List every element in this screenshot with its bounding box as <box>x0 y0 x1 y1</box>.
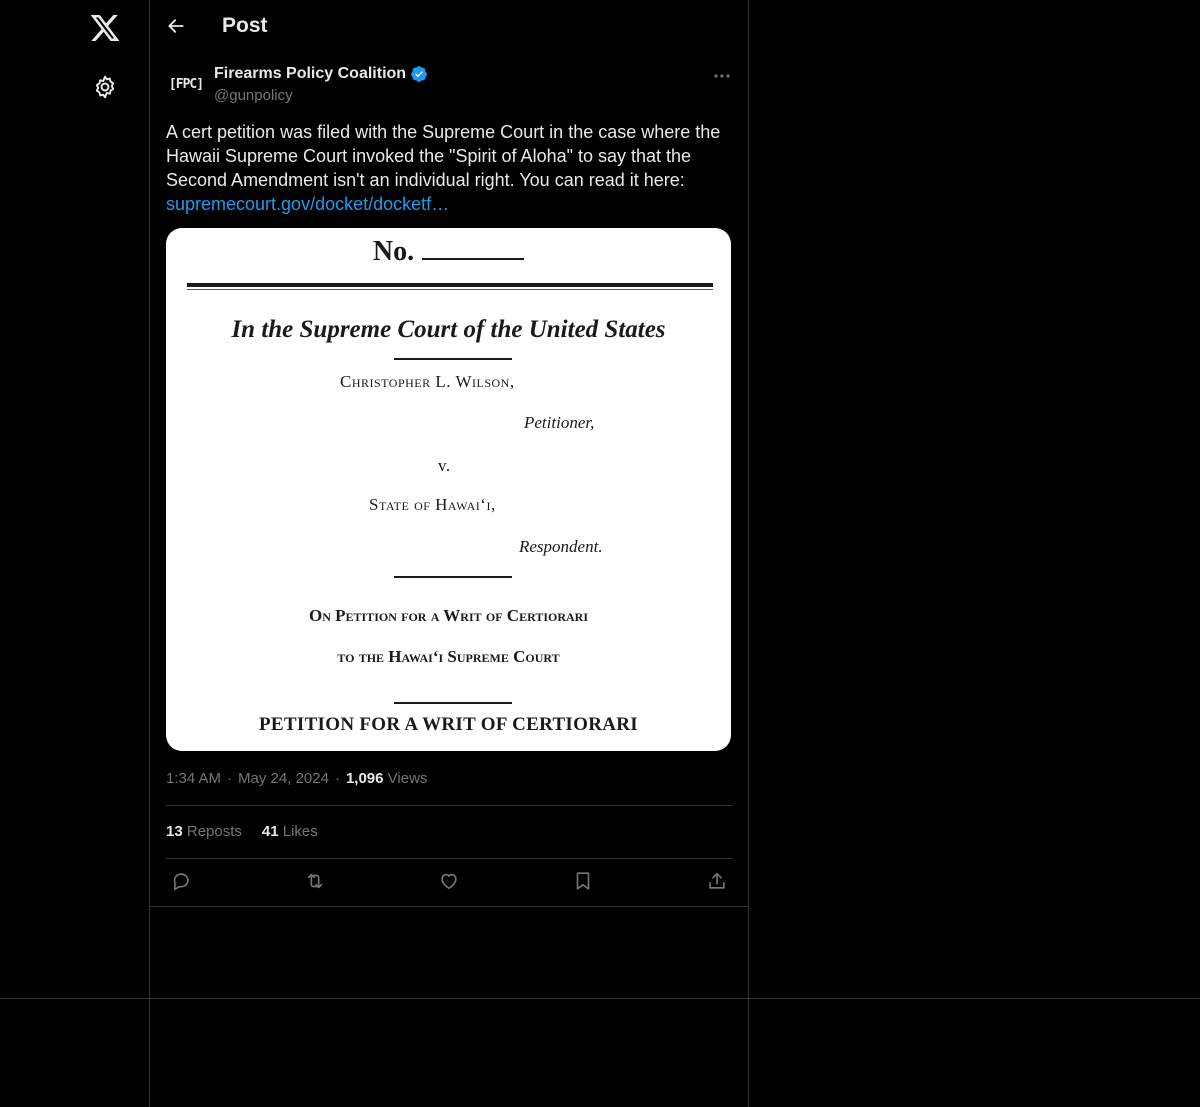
post-time[interactable]: 1:34 AM <box>166 770 222 787</box>
likes-count: 41 <box>261 823 279 840</box>
author-handle[interactable]: @gunpolicy <box>214 87 293 104</box>
doc-court-heading: In the Supreme Court of the United States <box>231 316 666 343</box>
doc-respondent: State of Hawai‘i, <box>369 495 496 514</box>
action-bar <box>150 870 748 894</box>
page-title: Post <box>222 14 268 37</box>
post-text: A cert petition was filed with the Supreme Court in the case where the Hawaii Supreme Court invoked the "Spirit of Aloha" to say that the Second Amendment isn't an individual right. You can read it here: <box>166 122 721 190</box>
back-arrow-icon[interactable] <box>166 16 186 36</box>
author-name-text: Firearms Policy Coalition <box>214 65 407 82</box>
doc-petition-line1: On Petition for a Writ of Certiorari <box>308 606 589 625</box>
post-link[interactable]: supremecourt.gov/docket/docketf… <box>166 194 450 214</box>
doc-short-rule <box>394 576 512 578</box>
more-icon[interactable] <box>712 68 732 84</box>
post-header <box>150 0 748 54</box>
author-name[interactable] <box>214 65 428 83</box>
avatar[interactable] <box>166 64 206 104</box>
reposts-count: 13 <box>166 823 183 840</box>
reposts-label: Reposts <box>186 823 242 840</box>
post-body <box>166 120 732 216</box>
doc-number-blank <box>422 258 524 260</box>
post-media-image[interactable] <box>166 228 731 751</box>
avatar-logo-text: [FPC] <box>168 76 204 92</box>
verified-badge-icon <box>410 65 428 83</box>
doc-petitioner-role: Petitioner, <box>524 413 595 432</box>
doc-rule-thin <box>187 289 713 290</box>
doc-petition-title: PETITION FOR A WRIT OF CERTIORARI <box>259 714 638 735</box>
meta-separator: · <box>334 770 340 787</box>
post-bottom-border <box>150 906 748 907</box>
post-stats <box>166 823 318 840</box>
views-label: Views <box>387 770 428 787</box>
doc-petitioner: Christopher L. Wilson, <box>340 372 515 391</box>
post-meta <box>166 770 427 787</box>
likes-label: Likes <box>282 823 318 840</box>
doc-respondent-role: Respondent. <box>519 537 603 556</box>
share-icon[interactable] <box>706 870 728 892</box>
doc-petition-line2: to the Hawai‘i Supreme Court <box>337 647 560 666</box>
x-logo-icon[interactable] <box>88 12 122 44</box>
main-column <box>150 0 749 1107</box>
divider <box>166 805 732 806</box>
post-date[interactable]: May 24, 2024 <box>238 770 329 787</box>
page-divider <box>0 998 1200 999</box>
doc-versus: v. <box>438 456 451 475</box>
post-views <box>346 770 427 787</box>
like-icon[interactable] <box>438 870 460 892</box>
gear-icon[interactable] <box>92 74 118 100</box>
doc-short-rule <box>394 358 512 360</box>
divider <box>166 858 732 859</box>
doc-number-label: No. <box>372 236 415 267</box>
bookmark-icon[interactable] <box>572 870 594 892</box>
reply-icon[interactable] <box>170 870 192 892</box>
left-nav-rail <box>0 0 150 1107</box>
doc-number <box>166 236 731 268</box>
doc-short-rule <box>394 702 512 704</box>
reposts-stat[interactable] <box>166 823 242 840</box>
likes-stat[interactable] <box>262 823 318 840</box>
doc-rule-thick <box>187 283 713 287</box>
meta-separator: · <box>227 770 233 787</box>
views-count: 1,096 <box>345 770 384 787</box>
repost-icon[interactable] <box>304 870 326 892</box>
